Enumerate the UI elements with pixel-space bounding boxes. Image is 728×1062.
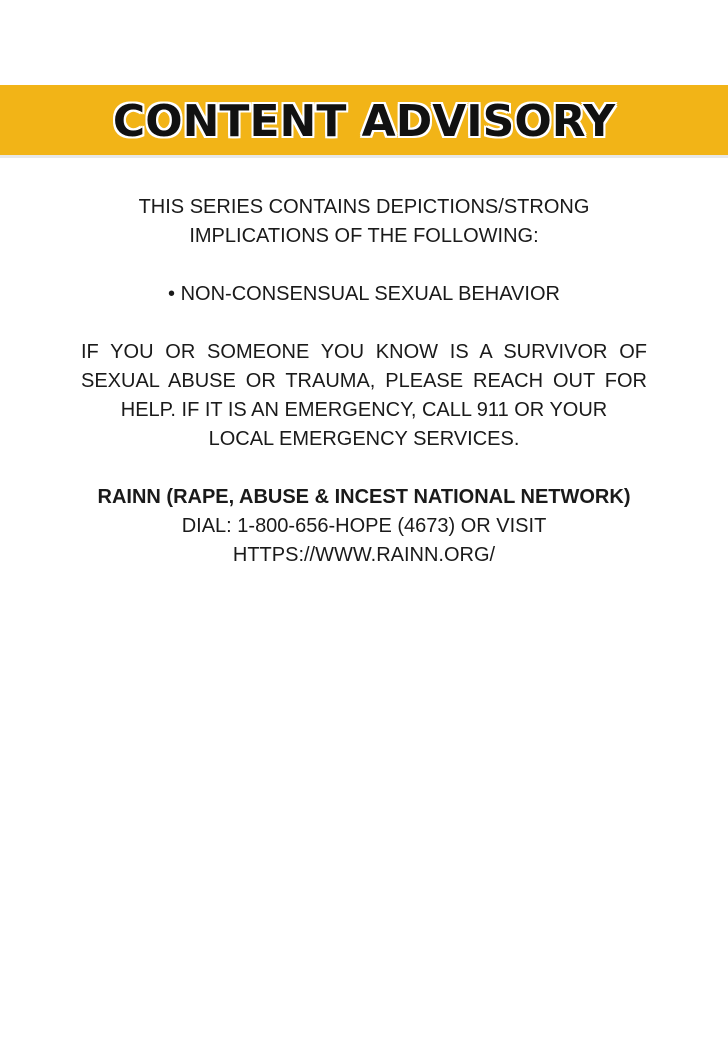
spacer [0, 309, 728, 338]
warning-item: • NON-CONSENSUAL SEXUAL BEHAVIOR [168, 283, 560, 305]
advisory-content [0, 193, 728, 570]
intro-line-1: THIS SERIES CONTAINS DEPICTIONS/STRONG [138, 196, 590, 218]
resource-name: RAINN (RAPE, ABUSE & INCEST NATIONAL NETWORK) [97, 486, 631, 508]
help-line-3: HELP. IF IT IS AN EMERGENCY, CALL 911 OR YOUR [120, 399, 608, 421]
spacer [0, 454, 728, 483]
spacer [0, 251, 728, 280]
help-paragraph [81, 338, 647, 396]
help-line-2: SEXUAL ABUSE OR TRAUMA, PLEASE REACH OUT FOR [81, 370, 647, 392]
advisory-title: CONTENT ADVISORY [112, 95, 616, 147]
resource-dial: DIAL: 1-800-656-HOPE (4673) OR VISIT [181, 515, 547, 537]
help-line-1: IF YOU OR SOMEONE YOU KNOW IS A SURVIVOR OF [81, 341, 647, 363]
intro-line-2: IMPLICATIONS OF THE FOLLOWING: [189, 225, 539, 247]
resource-url: HTTPS://WWW.RAINN.ORG/ [232, 544, 496, 566]
help-line-4: LOCAL EMERGENCY SERVICES. [208, 428, 520, 450]
advisory-banner [0, 85, 728, 158]
